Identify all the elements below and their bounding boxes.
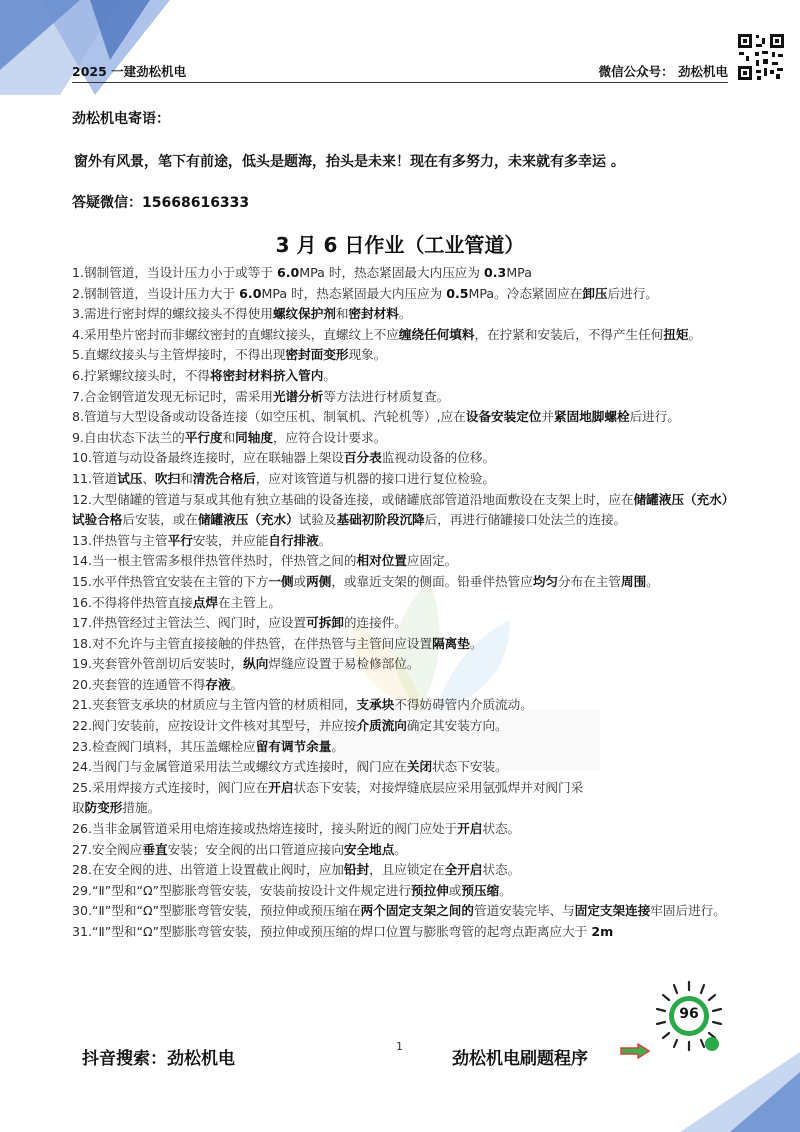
list-item: 17.伴热管经过主管法兰、阀门时，应设置可拆卸的连接件。 [72, 615, 407, 631]
list-item: 18.对不允许与主管直接接触的伴热管，在伴热管与主管间应设置隔离垫。 [72, 635, 483, 651]
mini-program-badge: 96 [679, 1006, 699, 1022]
list-item: 24.当阀门与金属管道采用法兰或螺纹方式连接时，阀门应在关闭状态下安装。 [72, 759, 508, 775]
list-item: 15.水平伴热管宜安装在主管的下方一侧或两侧，或靠近支架的侧面。铅垂伴热管应均匀分布在主管周围。 [72, 573, 659, 589]
list-item: 19.夹套管外管剖切后安装时，纵向焊缝应设置于易检修部位。 [72, 656, 420, 672]
footer-quiz-app: 劲松机电刷题程序 [452, 1049, 588, 1069]
list-item: 6.拧紧螺纹接头时，不得将密封材料挤入管内。 [72, 367, 336, 383]
list-item: 12.大型储罐的管道与泵或其他有独立基础的设备连接，或储罐底部管道沿地面敷设在支架上时，应在储罐液压（充水）试验合格后安装，或在储罐液压（充水）试验及基础初阶段沉降后，再进行储罐接口处法兰的连接。 [72, 491, 729, 528]
mini-program-code[interactable] [652, 978, 726, 1066]
list-item: 1.钢制管道，当设计压力小于或等于 6.0MPa 时，热态紧固最大内压应为 0.3MPa [72, 265, 532, 280]
list-item: 29.“Ⅱ”型和“Ω”型膨胀弯管安装，安装前按设计文件规定进行预拉伸或预压缩。 [72, 882, 512, 898]
list-item: 16.不得将伴热管直接点焊在主管上。 [72, 594, 281, 610]
header-wechat-account: 微信公众号： 劲松机电 [598, 64, 728, 79]
intro-motto: 窗外有风景，笔下有前途，低头是题海，抬头是未来！现在有多努力，未来就有多幸运 。 [74, 154, 625, 170]
list-item: 3.需进行密封焊的螺纹接头不得使用螺纹保护剂和密封材料。 [72, 306, 412, 322]
list-item: 4.采用垫片密封而非螺纹密封的直螺纹接头，直螺纹上不应缠绕任何填料，在拧紧和安装后，不得产生任何扭矩。 [72, 326, 702, 342]
list-item: 10.管道与动设备最终连接时，应在联轴器上架设百分表监视动设备的位移。 [72, 450, 496, 466]
homework-list [72, 263, 732, 943]
page-number: 1 [396, 1040, 403, 1053]
header-course-title: 2025 一建劲松机电 [72, 64, 187, 79]
list-item: 8.管道与大型设备或动设备连接（如空压机、制氧机、汽轮机等）,应在设备安装定位并紧固地脚螺栓后进行。 [72, 409, 680, 425]
list-item: 2.钢制管道，当设计压力大于 6.0MPa 时，热态紧固最大内压应为 0.5MPa。冷态紧固应在卸压后进行。 [72, 285, 658, 301]
list-item: 28.在安全阀的进、出管道上设置截止阀时，应加铅封，且应锁定在全开启状态。 [72, 862, 521, 878]
list-item: 5.直螺纹接头与主管焊接时，不得出现密封面变形现象。 [72, 347, 387, 363]
list-item: 27.安全阀应垂直安装；安全阀的出口管道应接向安全地点。 [72, 841, 407, 857]
list-item: 22.阀门安装前，应按设计文件核对其型号，并应按介质流向确定其安装方向。 [72, 718, 508, 734]
footer-douyin-search: 抖音搜索：劲松机电 [82, 1049, 235, 1069]
list-item: 30.“Ⅱ”型和“Ω”型膨胀弯管安装，预拉伸或预压缩在两个固定支架之间的管道安装完毕、与固定支架连接牢固后进行。 [72, 903, 726, 919]
list-item: 9.自由状态下法兰的平行度和同轴度，应符合设计要求。 [72, 429, 387, 445]
list-item: 25.采用焊接方式连接时，阀门应在开启状态下安装，对接焊缝底层应采用氩弧焊并对阀门采 取防变形措施。 [72, 779, 584, 816]
arrow-right-icon [620, 1043, 650, 1059]
list-item: 23.检查阀门填料，其压盖螺栓应留有调节余量。 [72, 738, 344, 754]
list-item: 31.“Ⅱ”型和“Ω”型膨胀弯管安装，预拉伸或预压缩的焊口位置与膨胀弯管的起弯点距离应大于 2m [72, 924, 614, 939]
wechat-qr-code[interactable] [736, 32, 786, 82]
intro-contact: 答疑微信：15668616333 [72, 195, 250, 211]
page-title: 3 月 6 日作业（工业管道） [275, 233, 525, 257]
list-item: 21.夹套管支承块的材质应与主管内管的材质相同，支承块不得妨碍管内介质流动。 [72, 697, 533, 713]
intro-heading: 劲松机电寄语： [72, 111, 170, 127]
page-header [72, 58, 728, 83]
list-item: 7.合金钢管道发现无标记时，需采用光谱分析等方法进行材质复查。 [72, 388, 450, 404]
list-item: 26.当非金属管道采用电熔连接或热熔连接时，接头附近的阀门应处于开启状态。 [72, 821, 521, 837]
list-item: 14.当一根主管需多根伴热管伴热时，伴热管之间的相对位置应固定。 [72, 553, 458, 569]
list-item: 20.夹套管的连通管不得存液。 [72, 676, 244, 692]
list-item: 13.伴热管与主管平行安装，并应能自行排液。 [72, 532, 332, 548]
list-item: 11.管道试压、吹扫和清洗合格后，应对该管道与机器的接口进行复位检验。 [72, 470, 496, 486]
